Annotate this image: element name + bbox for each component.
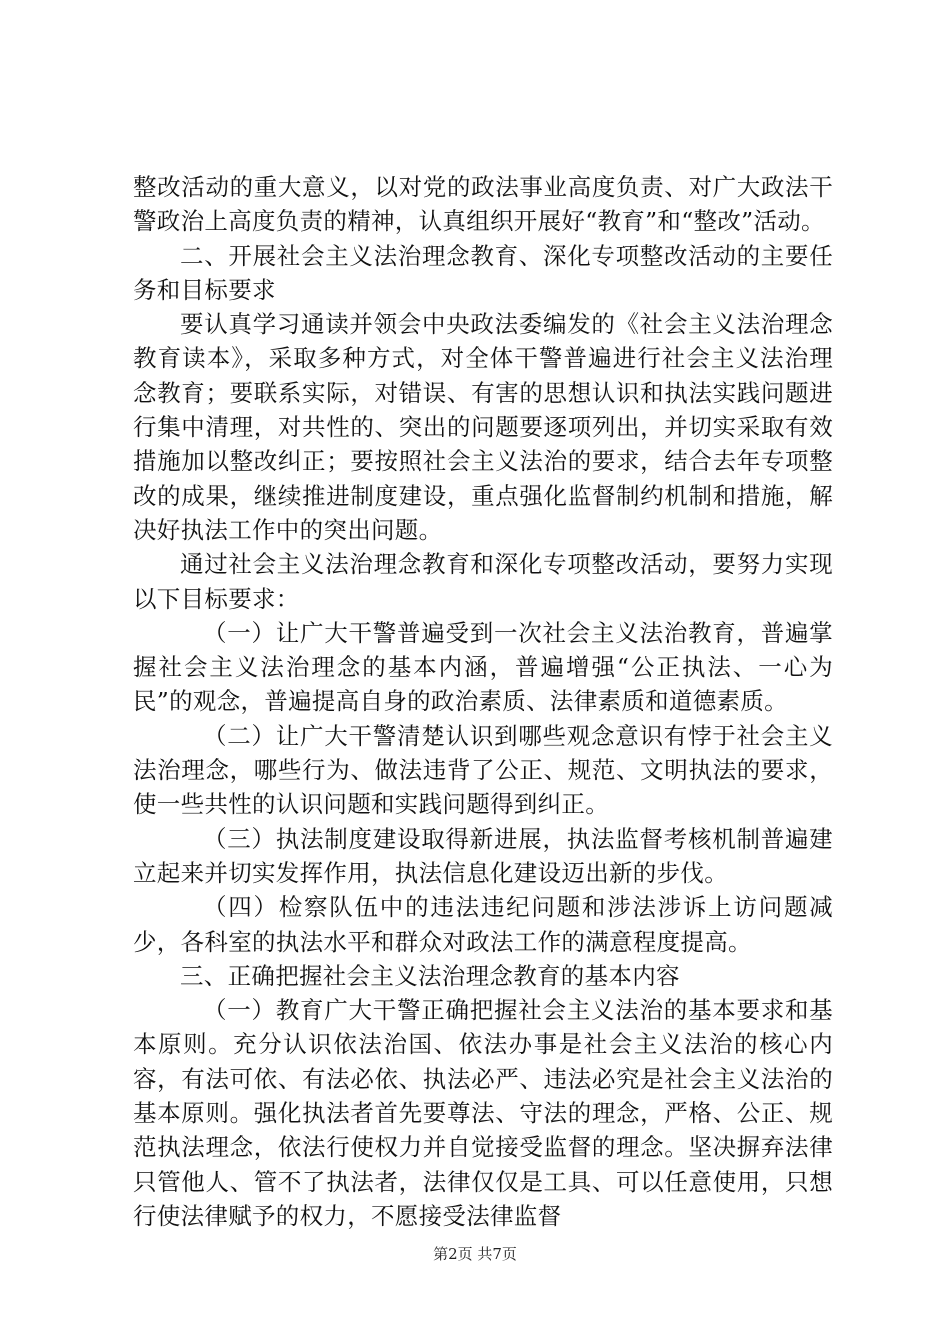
document-body (133, 170, 833, 1233)
goal-item-1: （一）让广大干警普遍受到一次社会主义法治教育，普遍掌握社会主义法治理念的基本内涵，普遍增强“公正执法、一心为民”的观念，普遍提高自身的政治素质、法律素质和道德素质。 (133, 618, 833, 716)
goal-item-3: （三）执法制度建设取得新进展，执法监督考核机制普遍建立起来并切实发挥作用，执法信息化建设迈出新的步伐。 (133, 824, 833, 887)
content-item-1: （一）教育广大干警正确把握社会主义法治的基本要求和基本原则。充分认识依法治国、依法办事是社会主义法治的核心内容，有法可依、有法必依、执法必严、违法必究是社会主义法治的基本原则。强化执法者首先要尊法、守法的理念，严格、公正、规范执法理念，依法行使权力并自觉接受监督的理念。坚决摒弃法律只管他人、管不了执法者，法律仅仅是工具、可以任意使用，只想行使法律赋予的权力，不愿接受法律监督 (133, 996, 833, 1230)
goal-item-2: （二）让广大干警清楚认识到哪些观念意识有悖于社会主义法治理念，哪些行为、做法违背了公正、规范、文明执法的要求，使一些共性的认识问题和实践问题得到纠正。 (133, 721, 833, 819)
paragraph-study-requirements: 要认真学习通读并领会中央政法委编发的《社会主义法治理念教育读本》，采取多种方式，对全体干警普遍进行社会主义法治理念教育；要联系实际，对错误、有害的思想认识和执法实践问题进行集中清理，对共性的、突出的问题要逐项列出，并切实采取有效措施加以整改纠正；要按照社会主义法治的要求，结合去年专项整改的成果，继续推进制度建设，重点强化监督制约机制和措施，解决好执法工作中的突出问题。 (133, 310, 833, 544)
paragraph-goals-intro: 通过社会主义法治理念教育和深化专项整改活动，要努力实现以下目标要求： (133, 550, 833, 613)
goal-item-4: （四）检察队伍中的违法违纪问题和涉法涉诉上访问题减少，各科室的执法水平和群众对政法工作的满意程度提高。 (133, 893, 833, 956)
section-heading-3: 三、正确把握社会主义法治理念教育的基本内容 (180, 961, 680, 990)
section-heading-2: 二、开展社会主义法治理念教育、深化专项整改活动的主要任务和目标要求 (133, 241, 833, 304)
page-footer (0, 1244, 950, 1264)
paragraph-continuation: 整改活动的重大意义，以对党的政法事业高度负责、对广大政法干警政治上高度负责的精神，认真组织开展好“教育”和“整改”活动。 (133, 173, 833, 236)
page-number-label: 第2页 共7页 (433, 1245, 517, 1263)
